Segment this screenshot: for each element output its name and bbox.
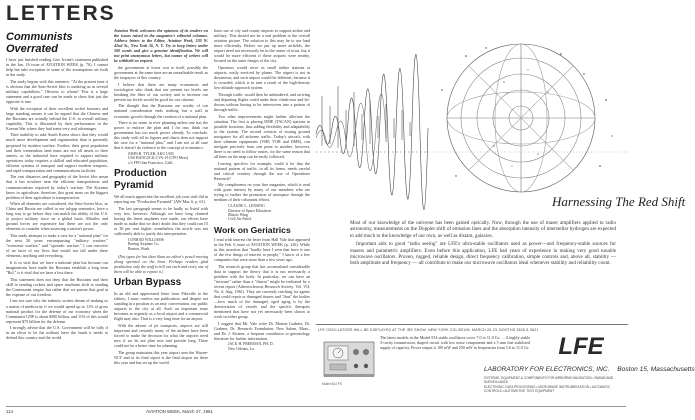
letter-paragraph: The group maintains this year airport area the Wayne-NCT and in its final report is the final airport set there this year and has set up the world.: [114, 349, 208, 366]
lfe-logo: [548, 332, 614, 358]
page-footer: [6, 409, 626, 417]
headline-urban-bypass: Urban Bypass: [114, 277, 182, 289]
letter-paragraph: I am not sure why the industry writers dream of making us a nation of mediocrity if we would spend up to 11% of gross national product for the defense of our economy when the Communist GNP is about $500 billion, and 11% of this would represent $75 billion for the defense.: [6, 298, 108, 324]
letter-paragraph: This study attempts to make a case for a "national plan" for the next 50 years encompassing "military warfare," "economic warfare," and "sporadic warfare." I can conceive of no facet of our lives that would not fall under these elements; anything and everything.: [6, 233, 108, 259]
letter-paragraph: My compliments on your fine magazine, which is read with great interest by many of our members who are trying to further the promotion of aerospace through the medium of their columnist efforts.: [214, 182, 310, 203]
letter-paragraph: the government at lower cost to itself, possibly the government at the same time are an unrealizable result as the taxpayers of this country.: [114, 64, 208, 81]
letter-paragraph: I believe that there are many economists and sociologists who think that our present tax levels are breaking the fiber of our society and to increase our present tax levels would be good for our citizens.: [114, 81, 208, 102]
letters-column-1: [6, 28, 108, 406]
editor-note: (Not typos for but than blunt an editor's pencil moving along sprinted on the lines. Perhaps readers glad production only the staff to bill out each and every one of them will be able to repeat it.): [114, 254, 208, 275]
headline-production-pyramid: Production Pyramid: [114, 168, 167, 192]
ad-paragraph: Most of our knowledge of the universe has been gained optically. Now, through the use of maser amplifiers applied to radio astronomy, measurements on the Doppler shift of emission lines and the absorption intensity of interstellar hydrogen are expected to add much to the knowledge of our own, as well as distant, galaxies.: [350, 220, 616, 239]
page-number: 114: [6, 409, 13, 414]
letter-paragraph: The research group that has accumulated considerable data to support the theory that it is not necessarily a problem with the body. In particular, we can have an "increase" rather than a "fitness" might be indicated by a recent report (Atherosclerosis Research Society, Vol. VII, No. 6, Aug. 1961). They are currently reaching for agents that could repair or damaged tissues and "thus" the bodies—how much of the damaged, aged aging is by the deterioration of vessels and the specific therapies mentioned that have not yet necessarily been shown to work in either group.: [214, 263, 310, 320]
letter-paragraph: With the advent of jet transports, airports are still important and certainly many of the airlines have been forced to make the decision for what the airports need now if we do not plan now and provide long. There could not be a better time for planning.: [114, 323, 208, 349]
letter-paragraph: We all much appreciate the excellent job your staff did in reporting our "Production Pyramid" (AW Mar. 6, p. 61).: [114, 194, 208, 205]
letter-signature: JACK H. FREEMAN, PH. D. New Orleans, La.: [228, 342, 274, 351]
ad-product-description: The latest models in the Model 814 stable oscillators cover 7.0 to 11.0 Gc. ... A highly stable 3-cavity transmission, shaped circuit with low noise components and a 5 mm line stabilized supply of capacity. Power output is 100 mW and 250 mW in frequencies from 5.6 to 11.0 Gc.: [380, 335, 530, 350]
ad-headline: Harnessing The Red Shift: [552, 194, 686, 209]
ad-paragraph: Important aids to good "radio seeing" are LFE's ultra-stable oscillators used as power—and frequency-stable sources for masers and parametric amplifiers. Even before this application, LFE had years of experience in making very good tunable microwave oscillators. Proven, rugged, reliable design, direct frequency calibration, simple controls and, above all, stability — both amplitude and frequency — all contribute to make our microwave oscillators ideal whenever stability and reliability count.: [350, 241, 616, 267]
ad-show-notice: LFE OSCILLATORS WILL BE DISPLAYED AT THE IRE SHOW, NEW YORK COLISEUM, MARCH 20-23, BOOTHS 3626 & 3621: [318, 328, 539, 332]
ad-footer-lines: SYSTEMS, EQUIPMENT & COMPONENTS FOR AIRBORNE NAVIGATION • RADAR AND SURVEILLANCE ELECTRONIC DATA PROCESSING • MICROWAVE INSTRUMENTATION • AUTOMATIC CONTROLS • AUTOMOTIVE TEST EQUIPMENT: [484, 376, 614, 393]
masthead: [6, 3, 116, 25]
letter-paragraph: I suggest that Mr. Vale write Dr. Marion Grabner, Dr. Grabner, Dr. Research Foundation, New Salem, Mass., and Dr. J. Kirsner, a frequent contributor to gerontology literature for further information.: [214, 320, 310, 341]
oscillator-instrument-photo: [322, 336, 376, 380]
letter-paragraph: In an old and appreciated letter from Pikeville to the editors, I must confess our publication, and despite not standing in a position as an easy conversation, our public airports to the city at all. Such an important issue becomes as urgently as a local airport and a commercial flight may also. That is a very long time for an airport.: [114, 291, 208, 322]
letters-column-3: [214, 28, 310, 406]
footer-rule: [6, 406, 626, 407]
ad-divider: [316, 324, 628, 325]
ad-illustration: [316, 26, 628, 222]
lab-city: Boston 15, Massachusetts: [617, 366, 695, 373]
radar-globe: [447, 44, 595, 192]
headline-communists-overrated: Communists Overrated: [6, 31, 73, 55]
lfe-logo-text: LFE: [558, 333, 604, 360]
letter-paragraph: I read with interest the letter from Hall Vale that appeared in the Feb. 6 issue of AVIATION WEEK (p. 126). While in this assertion that "hardly have I seen that have is one of the few things of interest to people," I know of a few companies that were more than a few years ago.: [214, 236, 310, 262]
letter-signature: CLAUDE L. LENSING Director of Space Education Illinois Wing Civil Air Patrol: [228, 204, 272, 222]
letter-paragraph: This statement does not deny that the Russians and their skill in sending rockets and space machines aloft to sending the Communist empire but rather that we pursue that goal at the expense of our freedom.: [6, 276, 108, 297]
lab-name-line: [484, 366, 695, 373]
letter-signature: JOHN B. TYLER, AKU USN USS HANCOCK CVA-19 (CPO Mess) c/o FPO San Francisco, Calif.: [128, 152, 189, 165]
letter-paragraph: Their inability to take South Korea shows that they would much more development and organization than is presently proposed by modern warfare. Further, their great population and their tremendous land mass are not all assets to their armies, as the industrial base required to support military operations today requires a skilled and educated population, efficient systems of transport and support modern weapons, and rapid transportation and communications facilities.: [6, 132, 108, 173]
ad-body-copy: [350, 220, 616, 269]
letter-paragraph: Through traffic would then be unhindered, and arriving and departing flights could make their climb-outs and let-downs without having to be interwoven into a pattern of through traffic.: [214, 91, 310, 112]
letter-paragraph: Operators would serve as small airline stations at airports, easily serviced by planes. The airport is not in downtown, and each airport would be different, because it is crowded, which is in turn a result of the high-density low-altitude approach system.: [214, 64, 310, 91]
letter-paragraph: The vast distances and geography of the Soviet bloc mean that it has nowhere near the efficient transportation and communications required by today's warfare. The Koreans know in agriculture, therefore, this great mass on the biggest problem of their agriculture is transportation.: [6, 174, 108, 200]
publication-line: AVIATION WEEK, March 27, 1961: [146, 409, 213, 414]
editor-intro: Aviation Week welcomes the opinions of its readers on the issues raised in the magazine's editorial columns. Address letters to the Editor, Aviation Week, 330 W. 42nd St., New York 36, N. Y. Try to keep letters under 500 words and give a genuine identification. We will not print anonymous letters, but names of writers will be withheld on request.: [114, 28, 208, 64]
letter-signature: CONRAD WILLIAMS Boeing Airplane Co. Renton, Wash.: [128, 237, 164, 251]
letter-paragraph: When all elements are considered, the Sino-Soviet bloc, as China and Russia are called in our ad-gap semantics, have a long way to go before they can match the ability of the U.S. to project military force on a global basis. Missiles and ground forces are expensive but these are not the only elements to consider when assessing a nation's power.: [6, 201, 108, 232]
letter-paragraph: I strongly advise that the U.S. Government will be fully if in an effort to let the military have the funds it needs to defend this country and the world.: [6, 325, 108, 341]
letter-paragraph: There is no sense in over planning unless one has the power to enforce the plan and I for one, think our government has too much power already. To conclude, this study with all its figures and charts does not support the case for a "national plan," and I am not at all sure that it doesn't do violence to the concept of economics.: [114, 120, 208, 151]
letter-paragraph: basic use of city and county airports to support airline and military. This should not be a real problem to the overall aviation picture. The solution to this may be to use land more efficiently. Before we put up more airfields, the airport need not necessarily be in the center of town, but it would be more efficient if those airports were nearby, located on the outer fringes of the city.: [214, 28, 310, 64]
letter-paragraph: Two other improvements might further alleviate the situation. The first is placing DME (TACAN) stations in possible locations, thus adding flexibility and adaptability to the system. The second consists of issuing ground navigators for all airborne traffic. Today's aircraft, with their ultimate equipments (VHF, VOR and DME), can navigate precisely from one point to another: however, there is no need to follow routes, for the same reason that all lines on the map can be easily followed.: [214, 113, 310, 159]
instrument-caption: Model 814 FS: [322, 382, 342, 386]
letter-paragraph: The last paragraph seems to be badly so listed with very few, however. Although we have long claimed having the finest airplanes ever made, our efforts have made us make that we don't doubt that they could run 15 or 30 per cent higher, nonetheless the article was not sufficiently able to justify this interpretation.: [114, 205, 208, 237]
letter-paragraph: With the exception of their excellent rocket boosters and large standing armies it can be argued that the Chinese and the Russians are actually behind the U.S. in overall military capability. This is illustrated by their performance in the Korean War where they had some very real advantages.: [6, 105, 108, 131]
lfe-advertisement: [316, 26, 695, 406]
letters-column-2: [114, 28, 208, 406]
masthead-title: LETTERS: [6, 2, 116, 25]
letter-paragraph: I have just finished reading Gen. Irvine's statement published in the Jan. 16 issue of AVIATION WEEK (p. 76). I cannot help but take exception to some of the assumptions set forth in the study.: [6, 57, 108, 78]
letter-paragraph: The thought that the Russians are worthy of our national consideration ends nothing but a stall in economic growth through the creation of a national plan.: [114, 103, 208, 119]
headline-work-on-geriatrics: Work on Geriatrics: [214, 224, 291, 235]
letter-paragraph: It is so vital that we have a national plan but because our imaginations have made the Russians establish a long term "Bol," is it vital that we have a less there.: [6, 259, 108, 276]
letter-paragraph: The study begins with this sentence: "At the present time it is obvious that the Sino-Soviet bloc is outdoing us in several military capabilities." Obvious to whom? This is a large statement and a good case can be made to show that just the opposite is true.: [6, 78, 108, 104]
letter-paragraph: Leaving specifics for example, could it be that the national pattern of traffic, in all its forms, needs careful and critical scrutiny through the use of Operations Research?: [214, 160, 310, 181]
lab-name: LABORATORY FOR ELECTRONICS, INC.: [484, 366, 610, 373]
